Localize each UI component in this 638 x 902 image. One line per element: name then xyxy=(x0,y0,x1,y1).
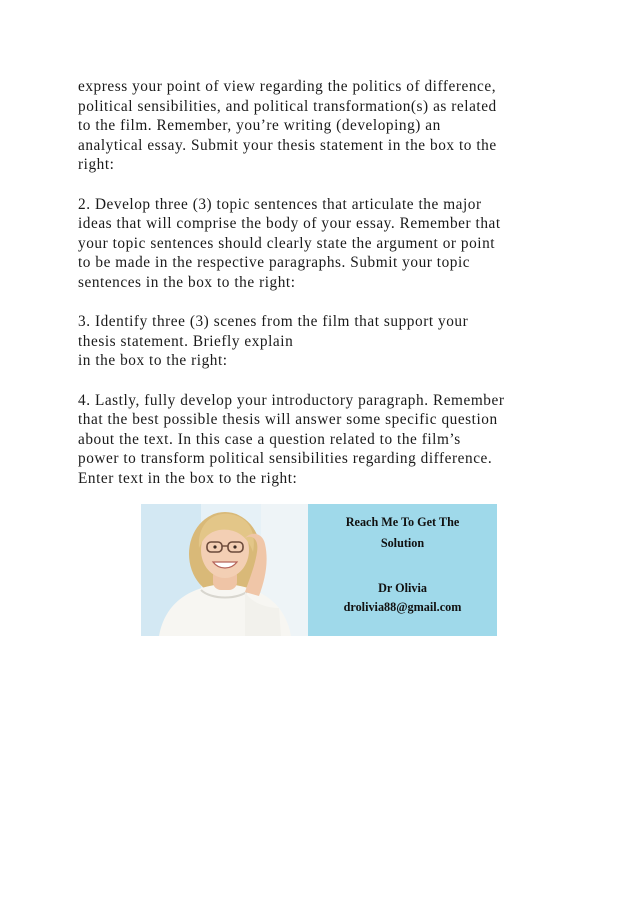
text-line: about the text. In this case a question related to the film’s xyxy=(78,430,461,448)
contact-ad-banner xyxy=(141,504,497,636)
text-line: thesis statement. Briefly explain xyxy=(78,332,294,350)
text-line: sentences in the box to the right: xyxy=(78,273,296,291)
text-line: that the best possible thesis will answer some specific question xyxy=(78,411,498,429)
text-line: power to transform political sensibilities regarding difference. xyxy=(78,450,493,468)
contact-info-panel xyxy=(308,504,497,636)
text-line: express your point of view regarding the politics of difference, xyxy=(78,78,497,95)
text-line: 2. Develop three (3) topic sentences that articulate the major xyxy=(78,195,482,213)
contact-name: Dr Olivia xyxy=(378,581,427,595)
text-line: right: xyxy=(78,156,115,174)
paragraph-gap xyxy=(78,293,578,313)
text-line: ideas that will comprise the body of your essay. Remember that xyxy=(78,215,501,233)
woman-photo xyxy=(141,504,308,636)
paragraph-gap xyxy=(78,175,578,195)
text-line: to the film. Remember, you’re writing (developing) an xyxy=(78,117,441,135)
text-line: your topic sentences should clearly state the argument or point xyxy=(78,234,496,252)
text-line: Enter text in the box to the right: xyxy=(78,469,298,487)
text-line: political sensibilities, and political transformation(s) as related xyxy=(78,97,497,115)
woman-portrait-illustration xyxy=(141,504,308,636)
text-line: 3. Identify three (3) scenes from the film that support your xyxy=(78,313,469,331)
text-line: in the box to the right: xyxy=(78,352,228,370)
ad-headline-continued: Solution xyxy=(380,536,425,550)
paragraph-gap xyxy=(78,371,578,391)
text-line: analytical essay. Submit your thesis statement in the box to the xyxy=(78,136,497,154)
document-text xyxy=(78,77,578,488)
ad-headline: Reach Me To Get The xyxy=(345,515,460,529)
contact-email: drolivia88@gmail.com xyxy=(343,600,462,614)
text-line: to be made in the respective paragraphs. Submit your topic xyxy=(78,254,471,272)
text-line: 4. Lastly, fully develop your introductory paragraph. Remember xyxy=(78,391,505,409)
